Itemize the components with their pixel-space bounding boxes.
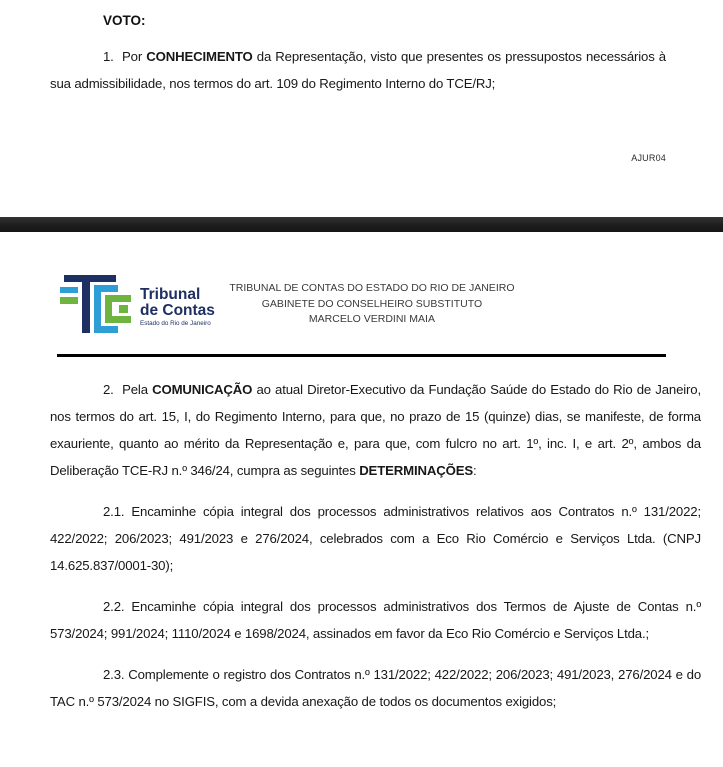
logo-caption: Estado do Rio de Janeiro: [140, 320, 211, 327]
letterhead: [0, 232, 723, 333]
paragraph-2: 2. Pela COMUNICAÇÃO ao atual Diretor-Executivo da Fundação Saúde do Estado do Rio de Janeiro, nos termos do art. 15, I, do Regimento Interno, para que, no prazo de 15 (quinze) dias, se manifeste, de forma exauriente, quanto ao mérito da Representação e, para que, com fulcro no art. 1º, inc. I, e art. 2º, ambos da Deliberação TCE-RJ n.º 346/24, cumpra as seguintes DETERMINAÇÕES:: [50, 382, 701, 478]
logo-title-line2: de Contas: [140, 302, 215, 319]
page-separator: [0, 217, 723, 232]
document-page-1: [0, 0, 723, 217]
voto-heading: VOTO:: [103, 13, 146, 28]
logo-blue-bar: [60, 287, 78, 293]
org-line-1: TRIBUNAL DE CONTAS DO ESTADO DO RIO DE JANEIRO: [229, 282, 515, 294]
logo-green-bar: [60, 297, 78, 304]
logo-title-line1: Tribunal: [140, 286, 201, 303]
logo-e-dot: [119, 305, 128, 313]
paragraph-2-1: 2.1. Encaminhe cópia integral dos processos administrativos relativos aos Contratos n.º 131/2022; 422/2022; 206/2023; 491/2023 e 276/2024, celebrados com a Eco Rio Comércio e Serviços Ltda. (CNPJ 14.625.837/0001-30);: [50, 504, 701, 573]
paragraph-2-3: 2.3. Complemente o registro dos Contratos n.º 131/2022; 422/2022; 206/2023; 491/2023, 276/2024 e do TAC n.º 573/2024 no SIGFIS, com a devida anexação de todos os documentos exigidos;: [50, 667, 701, 709]
logo-t-stem: [82, 275, 90, 333]
logo-top-bar: [64, 275, 116, 282]
org-line-2: GABINETE DO CONSELHEIRO SUBSTITUTO: [261, 297, 483, 310]
header-rule: [57, 354, 666, 357]
tce-logo-icon: [60, 275, 134, 333]
paragraph-1: 1. Por CONHECIMENTO da Representação, visto que presentes os pressupostos necessários à sua admissibilidade, nos termos do art. 109 do Regimento Interno do TCE/RJ;: [50, 49, 666, 91]
letterhead-title: [221, 281, 523, 328]
document-body: [0, 376, 723, 715]
org-line-3: MARCELO VERDINI MAIA: [308, 313, 435, 325]
logo-wordmark: [140, 287, 215, 328]
tce-logo: [60, 275, 215, 333]
footer-code: AJUR04: [631, 153, 666, 163]
paragraph-2-2: 2.2. Encaminhe cópia integral dos processos administrativos dos Termos de Ajuste de Contas n.º 573/2024; 991/2024; 1110/2024 e 1698/2024, assinados em favor da Eco Rio Comércio e Serviços Ltda.;: [50, 599, 701, 641]
document-page-2: [0, 232, 723, 767]
